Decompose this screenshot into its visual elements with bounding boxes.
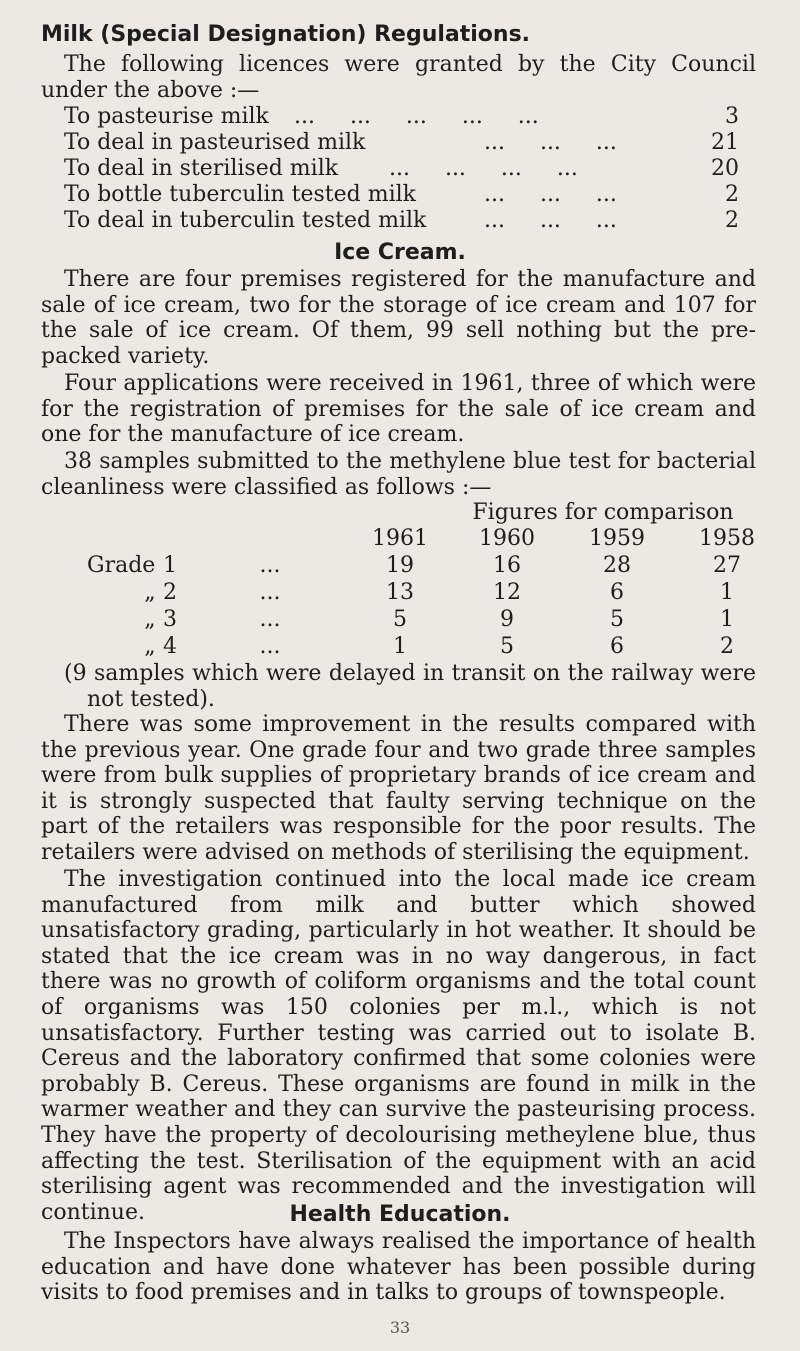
grade-row-label: „ xyxy=(144,634,156,659)
table-cell: 28 xyxy=(603,553,631,578)
ice-cream-paragraph-5: The investigation continued into the local made ice cream manufactured from milk and butter which showed unsatisfactory grading, particularly in hot weather. It should be stated that the ice cream was in no way dangerous, in fact there was no growth of coliform organisms and the total count of organisms was 150 colonies per m.l., which is not unsatisfactory. Further testing was carried out to isolate B. Cereus and the laboratory confirmed that some colonies were probably B. Cereus. These organisms are found in milk in the warmer weather and they can survive the pasteurising process. They have the property of decolourising metheylene blue, thus affecting the test. Sterilisation of the equipment with an acid sterilising agent was recommended and the investigation will continue. xyxy=(41,867,756,1225)
table-cell: 27 xyxy=(713,553,741,578)
comparison-header: Figures for comparison xyxy=(472,500,734,525)
year-header: 1961 xyxy=(372,526,428,551)
table-cell: 5 xyxy=(393,607,407,632)
page-number: 33 xyxy=(389,1318,411,1337)
leader-dots: ... ... ... xyxy=(484,208,617,233)
ice-cream-paragraph-1: There are four premises registered for the manufacture and sale of ice cream, two for the storage of ice cream and 107 for the sale of ice cream. Of them, 99 sell nothing but the pre-packed variety. xyxy=(41,267,756,369)
table-cell: 19 xyxy=(386,553,414,578)
ice-cream-heading: Ice Cream. xyxy=(334,240,466,265)
licence-label: To pasteurise milk xyxy=(64,104,269,129)
leader-dots: ... ... ... xyxy=(484,130,617,155)
health-education-paragraph: The Inspectors have always realised the importance of health education and have done whatever has been possible during visits to food premises and in talks to groups of townspeople. xyxy=(41,1229,756,1306)
table-cell: 12 xyxy=(493,580,521,605)
grade-number: 1 xyxy=(163,553,177,578)
grade-number: 3 xyxy=(163,607,177,632)
licence-count: 2 xyxy=(725,208,739,233)
licence-label: To deal in sterilised milk xyxy=(64,156,339,181)
ice-cream-paragraph-2: Four applications were received in 1961, three of which were for the registration of premises for the sale of ice cream and one for the manufacture of ice cream. xyxy=(41,371,756,448)
licence-row xyxy=(64,208,739,234)
milk-regulations-heading: Milk (Special Designation) Regulations. xyxy=(41,22,531,47)
leader-dots: ... ... ... ... ... xyxy=(294,104,539,129)
table-cell: 1 xyxy=(393,634,407,659)
licence-row xyxy=(64,104,739,130)
table-cell: 9 xyxy=(500,607,514,632)
table-cell: 1 xyxy=(720,607,734,632)
leader-dots: ... xyxy=(259,580,281,605)
table-cell: 1 xyxy=(720,580,734,605)
table-cell: 5 xyxy=(500,634,514,659)
grade-number: 2 xyxy=(163,580,177,605)
health-education-heading: Health Education. xyxy=(289,1202,511,1227)
leader-dots: ... ... ... xyxy=(484,182,617,207)
grade-number: 4 xyxy=(163,634,177,659)
licence-count: 20 xyxy=(711,156,739,181)
table-cell: 6 xyxy=(610,634,624,659)
table-note: (9 samples which were delayed in transit on the railway were not tested). xyxy=(64,661,756,712)
licence-label: To deal in pasteurised milk xyxy=(64,130,366,155)
table-cell: 6 xyxy=(610,580,624,605)
table-cell: 5 xyxy=(610,607,624,632)
year-header: 1959 xyxy=(589,526,645,551)
licence-label: To deal in tuberculin tested milk xyxy=(64,208,427,233)
year-header: 1960 xyxy=(479,526,535,551)
licence-row xyxy=(64,156,739,182)
licence-row xyxy=(64,130,739,156)
grade-row-label: „ xyxy=(144,580,156,605)
leader-dots: ... xyxy=(259,607,281,632)
leader-dots: ... xyxy=(259,553,281,578)
milk-intro-paragraph: The following licences were granted by the City Council under the above :— xyxy=(41,52,756,103)
table-cell: 13 xyxy=(386,580,414,605)
table-cell: 16 xyxy=(493,553,521,578)
ice-cream-paragraph-4: There was some improvement in the results compared with the previous year. One grade four and two grade three samples were from bulk supplies of proprietary brands of ice cream and it is strongly suspected that faulty serving technique on the part of the retailers was responsible for the poor results. The retailers were advised on methods of sterilising the equipment. xyxy=(41,712,756,865)
licence-row xyxy=(64,182,739,208)
leader-dots: ... xyxy=(259,634,281,659)
table-cell: 2 xyxy=(720,634,734,659)
year-header: 1958 xyxy=(699,526,755,551)
grade-row-label: Grade xyxy=(87,553,156,578)
licence-count: 2 xyxy=(725,182,739,207)
ice-cream-paragraph-3: 38 samples submitted to the methylene blue test for bacterial cleanliness were classified as follows :— xyxy=(41,449,756,500)
licence-count: 3 xyxy=(725,104,739,129)
leader-dots: ... ... ... ... xyxy=(389,156,578,181)
licence-count: 21 xyxy=(711,130,739,155)
licence-label: To bottle tuberculin tested milk xyxy=(64,182,416,207)
grade-row-label: „ xyxy=(144,607,156,632)
